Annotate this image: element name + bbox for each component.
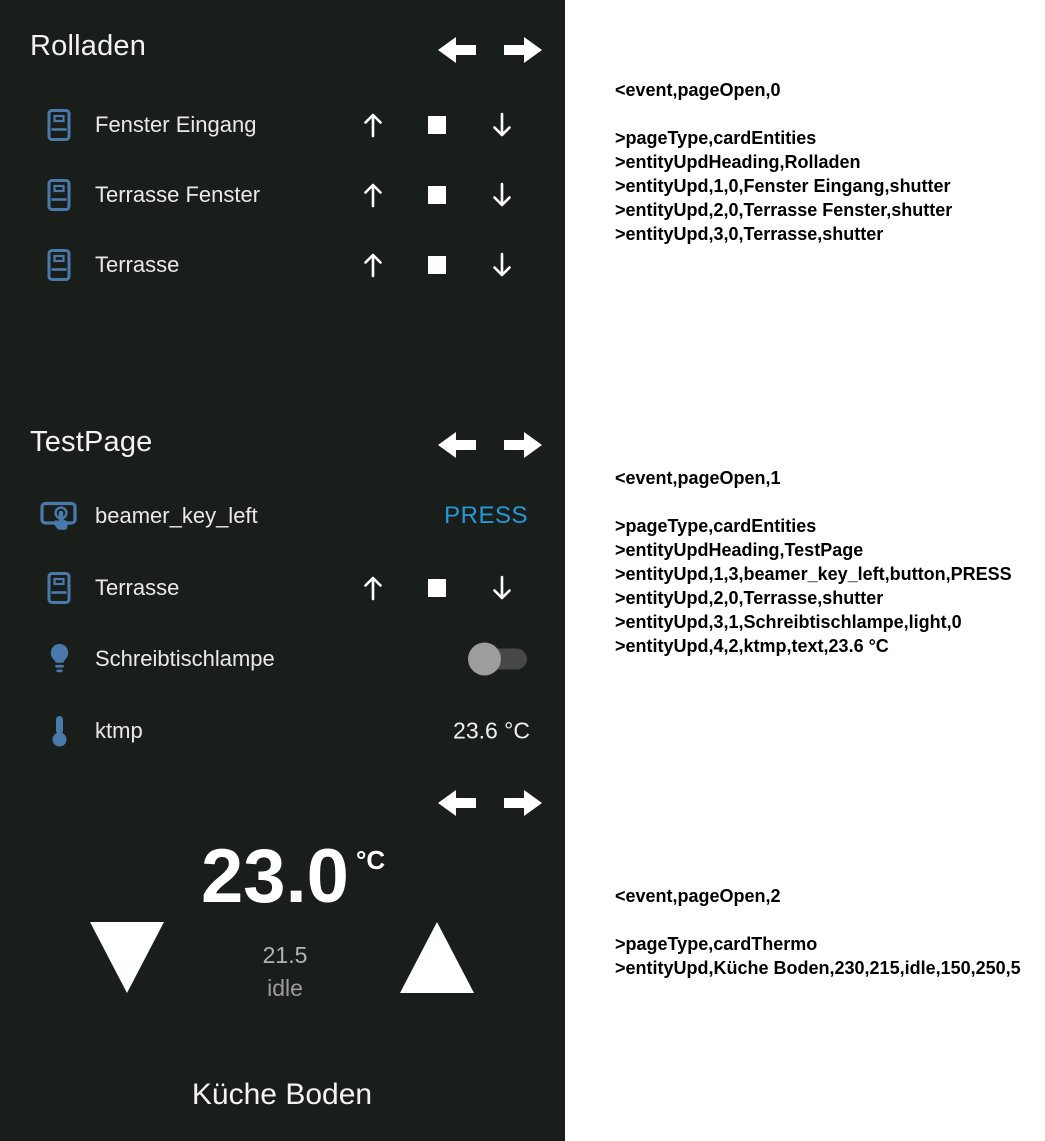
protocol-line: >entityUpdHeading,Rolladen — [615, 152, 861, 172]
shutter-icon — [39, 249, 79, 282]
nav-next-button[interactable] — [504, 788, 542, 818]
entity-row-fenster-eingang — [0, 103, 565, 147]
page-title: Rolladen — [30, 30, 147, 62]
shutter-stop-button[interactable] — [422, 570, 452, 606]
card-thermo-kueche-boden — [0, 775, 565, 1141]
entity-label: Terrasse Fenster — [95, 182, 261, 207]
entity-label: Terrasse — [95, 252, 180, 277]
entity-row-terrasse — [0, 243, 565, 287]
protocol-line: >entityUpd,3,0,Terrasse,shutter — [615, 224, 884, 244]
entity-label: ktmp — [95, 718, 143, 743]
card-entities-rolladen — [0, 0, 565, 410]
protocol-block-pageopen-0 — [615, 78, 952, 246]
nav-prev-button[interactable] — [438, 430, 476, 460]
shutter-stop-button[interactable] — [422, 107, 452, 143]
protocol-line: >entityUpd,3,1,Schreibtischlampe,light,0 — [615, 612, 962, 632]
temp-increase-button[interactable] — [398, 920, 476, 995]
thermo-current-temp: 23.0 — [201, 834, 349, 919]
entity-row-terrasse-fenster — [0, 173, 565, 217]
shutter-icon — [39, 179, 79, 212]
card-entities-testpage — [0, 410, 565, 775]
protocol-line: >pageType,cardEntities — [615, 128, 817, 148]
entity-row-terrasse — [0, 566, 565, 610]
thermo-entity-name: Küche Boden — [191, 1078, 373, 1111]
shutter-icon — [39, 572, 79, 605]
stop-square-icon — [428, 186, 446, 204]
shutter-up-button[interactable] — [358, 177, 388, 213]
nav-prev-button[interactable] — [438, 788, 476, 818]
thermometer-icon — [39, 715, 79, 748]
shutter-up-button[interactable] — [358, 570, 388, 606]
nav-next-button[interactable] — [504, 430, 542, 460]
protocol-line: >entityUpd,2,0,Terrasse,shutter — [615, 588, 884, 608]
shutter-up-button[interactable] — [358, 247, 388, 283]
thermo-setpoint: 21.5 — [262, 942, 308, 968]
protocol-block-pageopen-1 — [615, 466, 1012, 658]
entity-row-schreibtischlampe — [0, 637, 565, 681]
stop-square-icon — [428, 579, 446, 597]
protocol-line: >entityUpd,1,0,Fenster Eingang,shutter — [615, 176, 951, 196]
entity-label: Fenster Eingang — [95, 112, 257, 137]
stop-square-icon — [428, 256, 446, 274]
page-nav — [438, 35, 542, 65]
shutter-down-button[interactable] — [487, 247, 517, 283]
protocol-blank-line — [615, 908, 1021, 932]
shutter-up-button[interactable] — [358, 107, 388, 143]
thermo-state: idle — [267, 975, 303, 1001]
protocol-line: >pageType,cardEntities — [615, 516, 817, 536]
thermo-unit: °C — [356, 845, 386, 875]
shutter-icon — [39, 109, 79, 142]
temp-decrease-button[interactable] — [88, 920, 166, 995]
light-toggle[interactable] — [468, 643, 527, 676]
entity-label: beamer_key_left — [95, 503, 258, 528]
protocol-line: <event,pageOpen,1 — [615, 468, 781, 488]
shutter-stop-button[interactable] — [422, 177, 452, 213]
page-nav — [438, 430, 542, 460]
nav-prev-button[interactable] — [438, 35, 476, 65]
protocol-line: <event,pageOpen,2 — [615, 886, 781, 906]
protocol-blank-line — [615, 102, 952, 126]
protocol-line: >entityUpdHeading,TestPage — [615, 540, 864, 560]
protocol-blank-line — [615, 490, 1012, 514]
lightbulb-icon — [39, 643, 79, 676]
protocol-block-pageopen-2 — [615, 884, 1021, 980]
protocol-line: >entityUpd,Küche Boden,230,215,idle,150,250,5 — [615, 958, 1021, 978]
stop-square-icon — [428, 116, 446, 134]
protocol-line: >entityUpd,1,3,beamer_key_left,button,PRESS — [615, 564, 1012, 584]
protocol-line: >entityUpd,4,2,ktmp,text,23.6 °C — [615, 636, 889, 656]
toggle-knob — [468, 643, 501, 676]
shutter-down-button[interactable] — [487, 570, 517, 606]
gesture-tap-icon — [39, 500, 79, 532]
shutter-down-button[interactable] — [487, 107, 517, 143]
protocol-line: >entityUpd,2,0,Terrasse Fenster,shutter — [615, 200, 953, 220]
entity-row-ktmp — [0, 709, 565, 753]
page-nav — [438, 788, 542, 818]
entity-row-beamer-key-left — [0, 494, 565, 538]
entity-value: 23.6 °C — [453, 717, 530, 744]
press-button[interactable]: PRESS — [444, 502, 528, 529]
shutter-stop-button[interactable] — [422, 247, 452, 283]
protocol-line: >pageType,cardThermo — [615, 934, 818, 954]
entity-label: Schreibtischlampe — [95, 646, 275, 671]
shutter-down-button[interactable] — [487, 177, 517, 213]
entity-label: Terrasse — [95, 575, 180, 600]
page-title: TestPage — [30, 426, 153, 458]
protocol-line: <event,pageOpen,0 — [615, 80, 781, 100]
nav-next-button[interactable] — [504, 35, 542, 65]
